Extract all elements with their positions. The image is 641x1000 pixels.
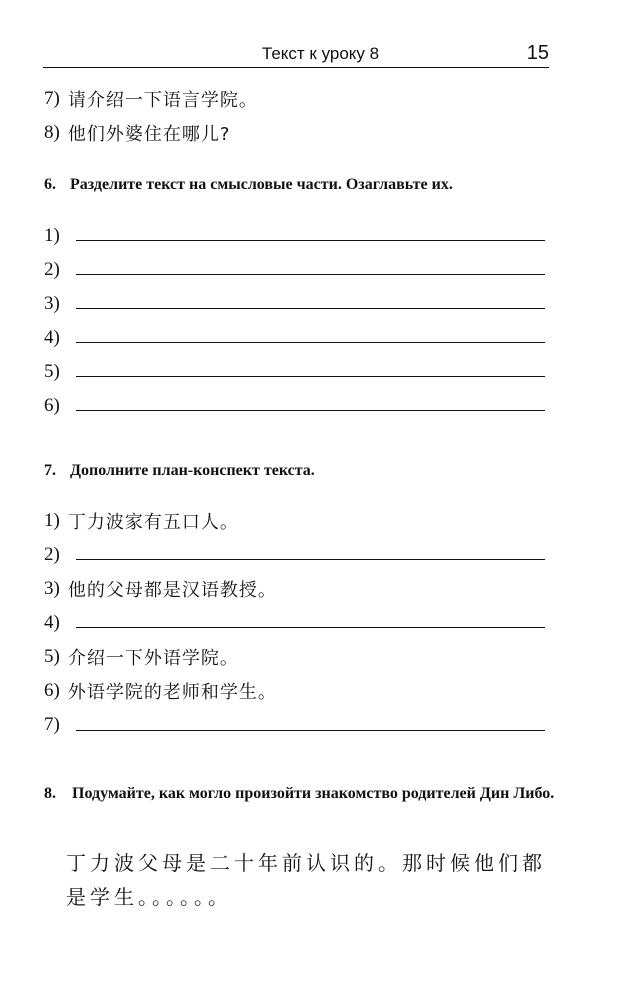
answer-line[interactable] (76, 376, 545, 377)
answer-line[interactable] (76, 240, 545, 241)
item-text: 丁力波家有五口人。 (67, 512, 239, 533)
task-6-item (44, 357, 74, 387)
item-number: 6) (44, 395, 60, 416)
item-text: 介绍一下外语学院。 (67, 648, 239, 669)
task-6-item (44, 289, 74, 319)
task-number: 6. (44, 176, 56, 193)
item-number: 1) (44, 225, 60, 246)
task-title: Дополните план-конспект текста. (70, 462, 315, 479)
answer-line[interactable] (76, 730, 545, 731)
question-8 (44, 118, 230, 148)
plan-item (44, 608, 74, 638)
answer-line[interactable] (76, 308, 545, 309)
plan-item (44, 540, 74, 570)
question-text: 他们外婆住在哪儿? (67, 124, 231, 145)
task-6-item (44, 221, 74, 251)
item-number: 1) (44, 510, 60, 531)
question-number: 7) (44, 88, 60, 109)
answer-line[interactable] (76, 559, 545, 560)
answer-line[interactable] (76, 342, 545, 343)
question-text: 请介绍一下语言学院。 (67, 90, 258, 111)
question-7 (44, 84, 258, 114)
task-6-item (44, 391, 74, 421)
plan-item (44, 676, 277, 706)
page-header-title: Текст к уроку 8 (261, 44, 380, 63)
item-text: 外语学院的老师和学生。 (67, 682, 277, 703)
header-rule (43, 67, 549, 68)
plan-item (44, 574, 277, 604)
answer-line[interactable] (76, 410, 545, 411)
question-number: 8) (44, 122, 60, 143)
item-number: 6) (44, 680, 60, 701)
task-number: 8. (44, 785, 56, 802)
task-6-heading (44, 176, 453, 194)
item-number: 2) (44, 259, 60, 280)
item-number: 4) (44, 327, 60, 348)
example-paragraph: 丁力波父母是二十年前认识的。那时候他们都是学生。。。。。。 (66, 851, 546, 909)
answer-line[interactable] (76, 274, 545, 275)
item-number: 5) (44, 361, 60, 382)
item-number: 5) (44, 646, 60, 667)
task-6-item (44, 323, 74, 353)
plan-item (44, 642, 239, 672)
item-text: 他的父母都是汉语教授。 (67, 580, 277, 601)
item-number: 3) (44, 293, 60, 314)
task-8-heading (44, 784, 564, 804)
page-number: 15 (526, 42, 549, 64)
task-number: 7. (44, 462, 56, 479)
plan-item (44, 710, 74, 740)
task-title: Разделите текст на смысловые части. Озаглавьте их. (70, 176, 453, 193)
item-number: 2) (44, 544, 60, 565)
task-title: Подумайте, как могло произойти знакомство родителей Дин Либо. (72, 785, 555, 802)
item-number: 3) (44, 578, 60, 599)
answer-line[interactable] (76, 627, 545, 628)
task-7-heading (44, 462, 315, 480)
task-6-item (44, 255, 74, 285)
plan-item (44, 506, 239, 536)
item-number: 4) (44, 612, 60, 633)
item-number: 7) (44, 714, 60, 735)
